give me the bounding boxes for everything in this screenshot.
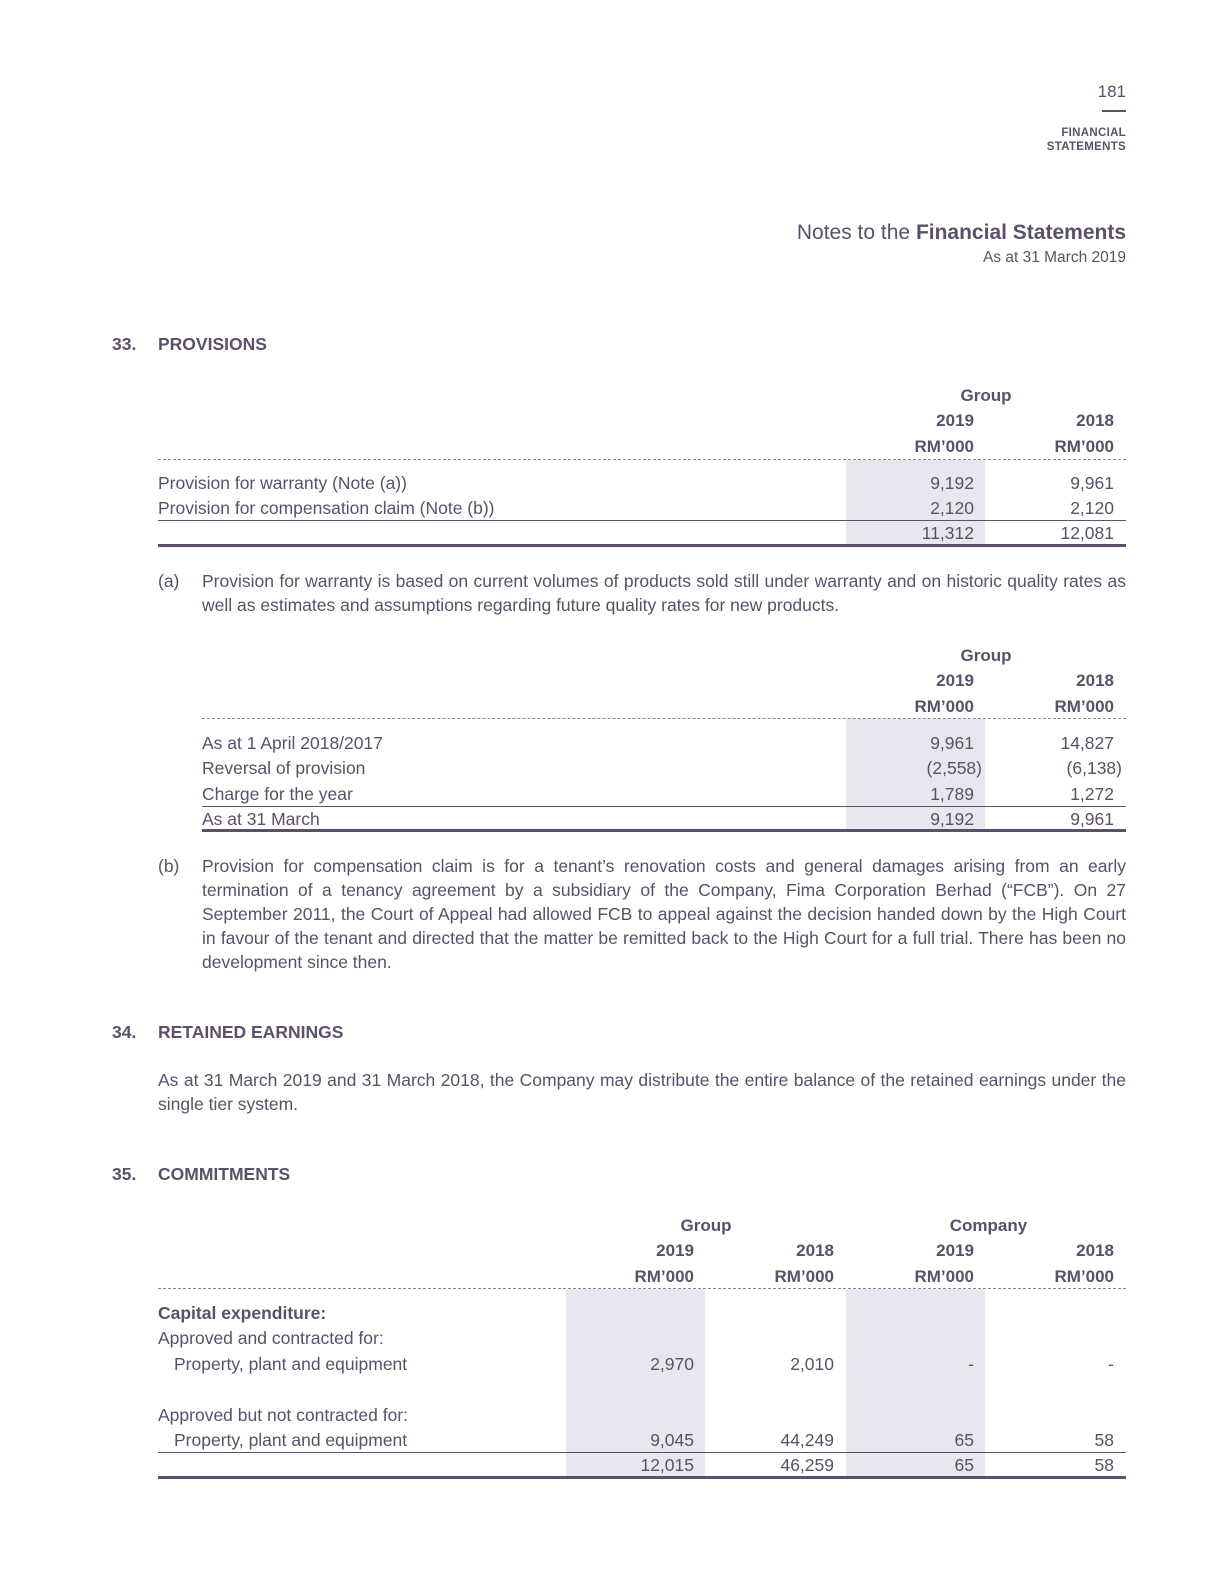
row-label: Property, plant and equipment [174,1430,408,1450]
value-company-2018: - [1108,1354,1114,1374]
column-group-header: Group [960,386,1012,405]
row-label: Provision for compensation claim (Note (b)) [158,498,495,518]
value-2018: 2,120 [1070,498,1114,518]
column-header-2018: 2018 [1076,671,1114,690]
value-2018: 9,961 [1070,473,1114,493]
page-title-bold: Financial Statements [915,221,1126,244]
row-label: Charge for the year [202,784,353,804]
total-group-2018: 46,259 [780,1455,834,1475]
unit-header-2018: RM’000 [1054,437,1114,456]
total-company-2019: 65 [954,1455,974,1475]
value-2018: 1,272 [1070,784,1114,804]
value-2019: 1,789 [930,784,974,804]
total-2019: 11,312 [921,523,974,543]
section-number: 33. [112,334,137,354]
retained-earnings-text: As at 31 March 2019 and 31 March 2018, the Company may distribute the entire balance of the retained earnings under the single tier system. [158,1070,1126,1114]
value-2018: 14,827 [1060,733,1114,753]
row-label: Property, plant and equipment [174,1354,408,1374]
row-label: As at 1 April 2018/2017 [202,733,383,753]
section-tag-line1: FINANCIAL [1061,127,1126,139]
note-a-text: Provision for warranty is based on current volumes of products sold still under warranty and on historic quality rates as well as estimates and assumptions regarding future quality rates for new products. [202,571,1126,615]
section-title: RETAINED EARNINGS [158,1022,344,1042]
value-2019: (2,558) [926,758,982,778]
column-group-header: Group [960,646,1012,665]
value-group-2019: 9,045 [650,1430,694,1450]
header-divider [158,1288,1126,1289]
column-header-2019: 2019 [936,411,974,430]
section-title: PROVISIONS [158,334,267,354]
note-b-label: (b) [158,856,180,876]
total-company-2018: 58 [1094,1455,1114,1475]
section-number: 35. [112,1164,137,1184]
value-2019: 9,961 [930,733,974,753]
value-2018: (6,138) [1066,758,1122,778]
unit-header: RM’000 [914,1267,974,1286]
row-label: Provision for warranty (Note (a)) [158,473,407,493]
value-2019: 9,192 [930,809,974,829]
row-label: Reversal of provision [202,758,366,778]
value-2019: 2,120 [930,498,974,518]
page-subtitle: As at 31 March 2019 [982,249,1126,266]
row-label: As at 31 March [202,809,320,829]
not-contracted-label: Approved but not contracted for: [158,1405,409,1425]
total-rule [158,1476,1126,1479]
column-group-header-group: Group [680,1216,732,1235]
contracted-label: Approved and contracted for: [158,1328,384,1348]
value-2019: 9,192 [930,473,974,493]
value-company-2019: - [968,1354,974,1374]
column-header-company-2018: 2018 [1076,1241,1114,1260]
unit-header: RM’000 [1054,1267,1114,1286]
total-group-2019: 12,015 [640,1455,694,1475]
note-a-label: (a) [158,571,180,591]
column-header-group-2019: 2019 [656,1241,694,1260]
unit-header-2019: RM’000 [914,697,974,716]
unit-header: RM’000 [774,1267,834,1286]
section-tag-line2: STATEMENTS [1046,141,1126,153]
value-group-2018: 44,249 [780,1430,834,1450]
section-title: COMMITMENTS [158,1164,291,1184]
page-title-regular: Notes to the [796,221,916,244]
unit-header: RM’000 [634,1267,694,1286]
value-2018: 9,961 [1070,809,1114,829]
value-company-2018: 58 [1094,1430,1114,1450]
unit-header-2019: RM’000 [914,437,974,456]
capex-heading: Capital expenditure: [158,1303,327,1323]
column-group-header-company: Company [949,1216,1028,1235]
subtotal-rule [158,1452,1126,1453]
unit-header-2018: RM’000 [1054,697,1114,716]
value-group-2019: 2,970 [650,1354,694,1374]
page-number: 181 [1097,82,1126,101]
section-number: 34. [112,1022,137,1042]
value-company-2019: 65 [954,1430,974,1450]
value-group-2018: 2,010 [790,1354,834,1374]
note-b-text: Provision for compensation claim is for a tenant’s renovation costs and general damages arising from an early termination of a tenancy agreement by a subsidiary of the Company, Fima Corporation Berhad (“FCB”). On 27 September 2011, the Court of Appeal had allowed FCB to appeal against the decision handed down by the High Court in favour of the tenant and directed that the matter be remitted back to the High Court for a full trial. There has been no development since then. [202,856,1126,972]
column-header-group-2018: 2018 [796,1241,834,1260]
total-2018: 12,081 [1060,523,1114,543]
column-header-company-2019: 2019 [936,1241,974,1260]
column-header-2019: 2019 [936,671,974,690]
column-header-2018: 2018 [1076,411,1114,430]
